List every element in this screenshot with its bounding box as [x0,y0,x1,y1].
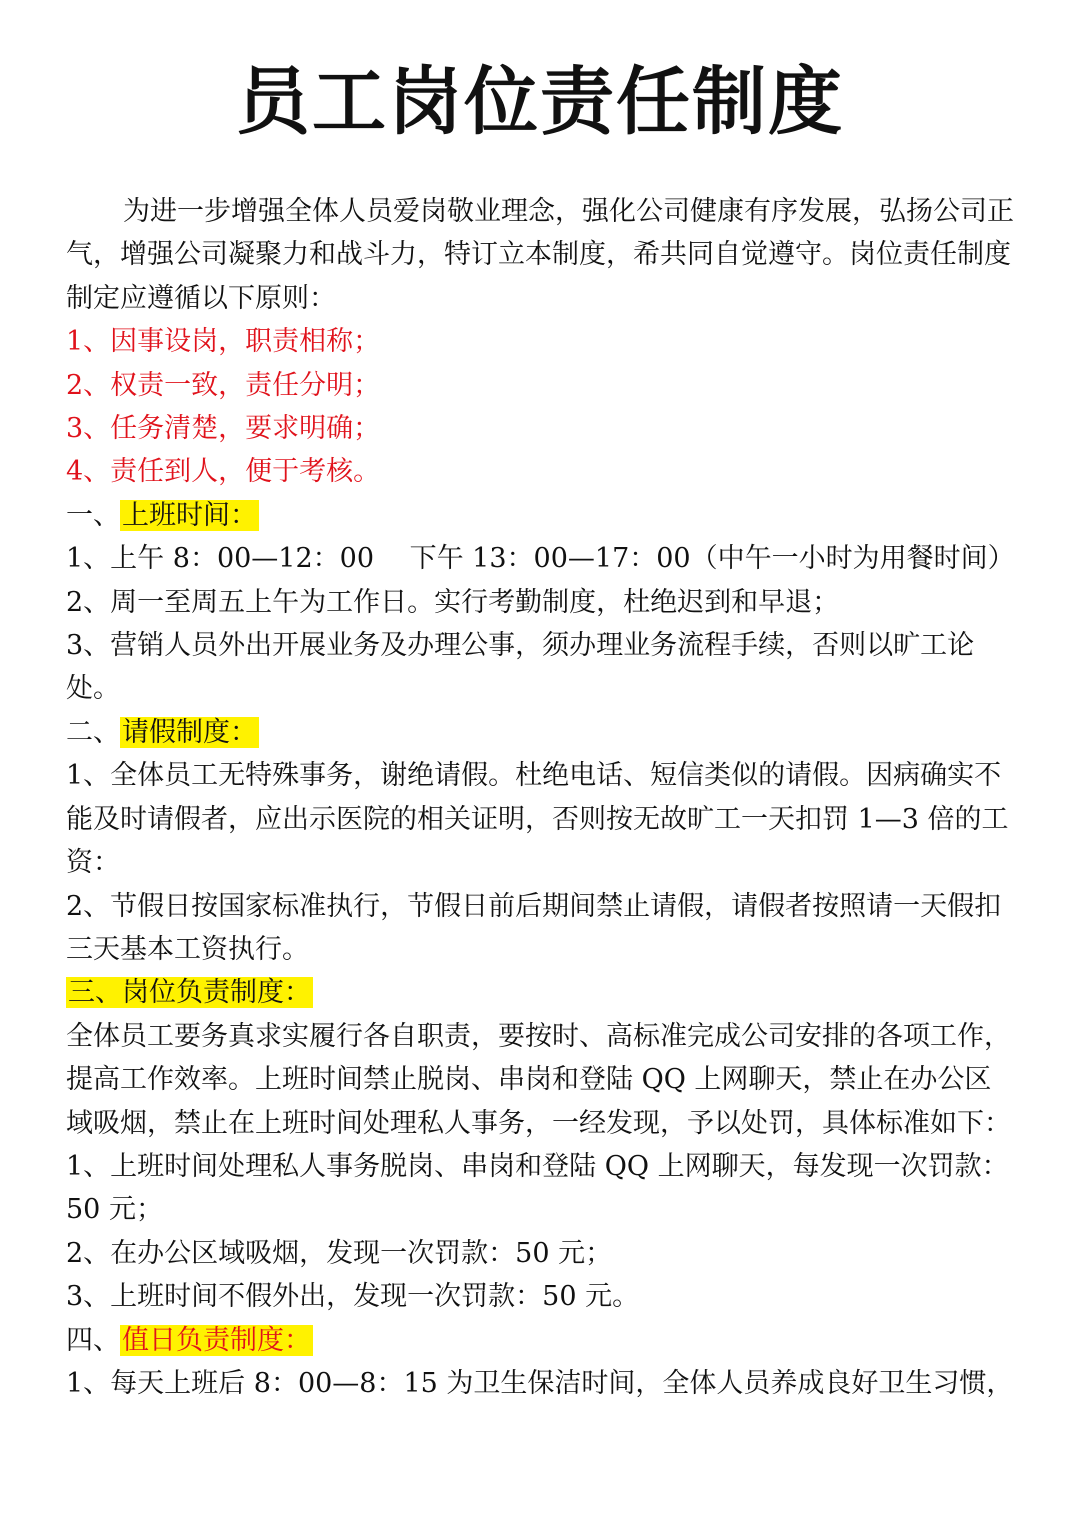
section-heading-work-hours [66,494,1014,537]
list-item: 1、上班时间处理私人事务脱岗、串岗和登陆 QQ 上网聊天，每发现一次罚款：50 元； [66,1150,1009,1226]
intro-paragraph: 为进一步增强全体人员爱岗敬业理念，强化公司健康有序发展，弘扬公司正气，增强公司凝聚力和战斗力，特订立本制度，希共同自觉遵守。岗位责任制度制定应遵循以下原则： [66,196,1014,314]
section-body-paragraph: 全体员工要务真求实履行各自职责，要按时、高标准完成公司安排的各项工作，提高工作效率。上班时间禁止脱岗、串岗和登陆 QQ 上网聊天，禁止在办公区域吸烟，禁止在上班时间处理私人事务，一经发现，予以处罚，具体标准如下： [66,1020,1011,1139]
section-number: 四、 [66,1324,120,1356]
section-title-highlight: 三、岗位负责制度： [68,977,311,1009]
principle-item: 2、权责一致，责任分明； [66,369,381,401]
principle-item: 3、任务清楚，要求明确； [66,413,381,445]
section-title-highlight: 值日负责制度： [122,1324,311,1356]
document-body [66,190,1014,1405]
list-item: 3、上班时间不假外出，发现一次罚款：50 元。 [66,1281,640,1313]
list-item: 3、营销人员外出开展业务及办理公事，须办理业务流程手续，否则以旷工论处。 [66,630,975,705]
list-item: 1、全体员工无特殊事务，谢绝请假。杜绝电话、短信类似的请假。因病确实不能及时请假者，应出示医院的相关证明，否则按无故旷工一天扣罚 1—3 倍的工资： [66,760,1009,879]
section-title-highlight: 请假制度： [122,716,257,748]
list-item: 2、节假日按国家标准执行，节假日前后期间禁止请假，请假者按照请一天假扣三天基本工资执行。 [66,890,1002,965]
list-item: 1、上午 8：00—12：00 下午 13：00—17：00（中午一小时为用餐时间） [66,543,1015,575]
section-number: 一、 [66,499,120,531]
list-item: 1、每天上班后 8：00—8：15 为卫生保洁时间，全体人员养成良好卫生习惯， [66,1367,1014,1399]
section-heading-duty [66,1319,1014,1362]
principle-item: 1、因事设岗，职责相称； [66,326,381,358]
section-heading-leave [66,711,1014,754]
section-number: 二、 [66,716,120,748]
section-heading-post-responsibility [66,971,1014,1014]
document-title: 员工岗位责任制度 [236,59,844,145]
principle-item: 4、责任到人，便于考核。 [66,456,381,488]
section-title-highlight: 上班时间： [122,499,257,531]
list-item: 2、周一至周五上午为工作日。实行考勤制度，杜绝迟到和早退； [66,586,840,618]
list-item: 2、在办公区域吸烟，发现一次罚款：50 元； [66,1237,613,1269]
